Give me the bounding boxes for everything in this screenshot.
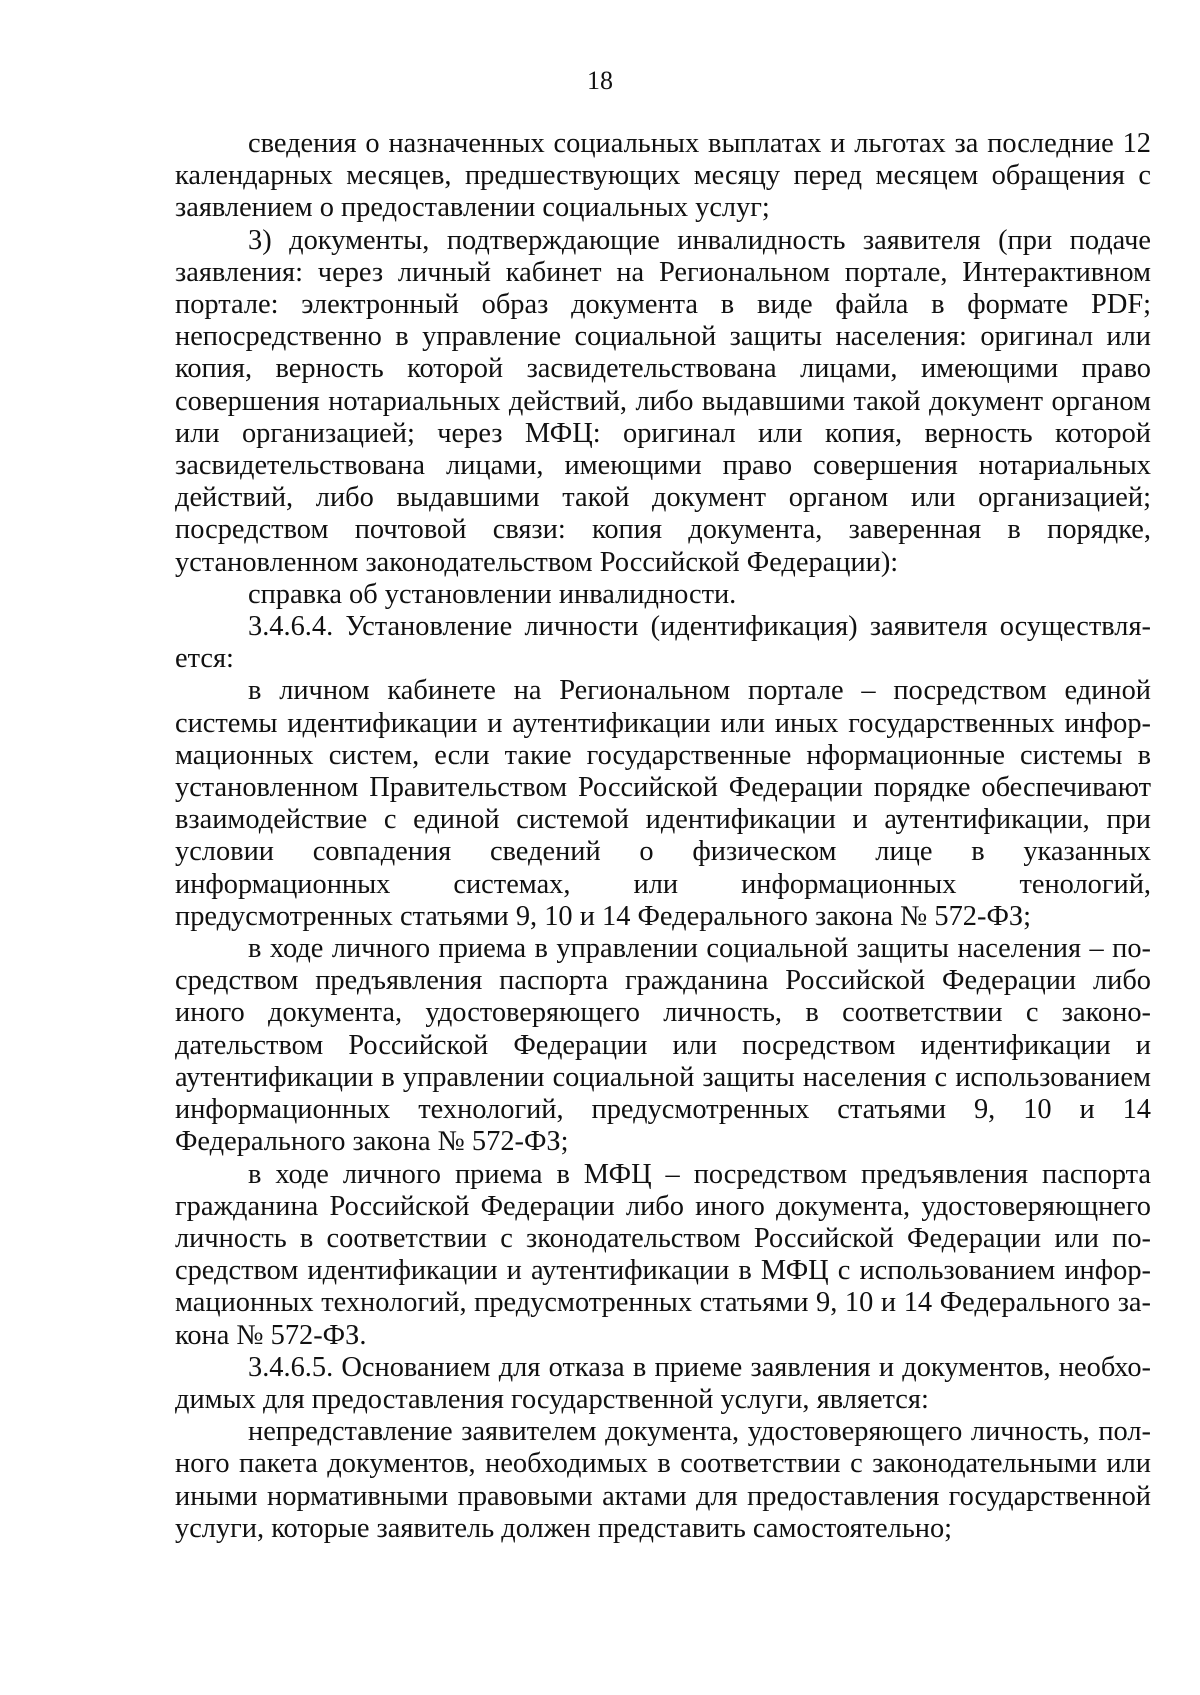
paragraph-identification-mfc: в ходе личного приема в МФЦ – посредством предъявления паспорта гражданина Российской Федерации либо иного документа, удостоверяющнего личность в соответствии с зконодательством Российской Федерации или посредством идентификации и аутентификации в МФЦ с использованием информационных технологий, предусмотренных статьями 9, 10 и 14 Федерального закона № 572-ФЗ. <box>175 1158 1151 1351</box>
paragraph-refusal-grounds: непредставление заявителем документа, удостоверяющего личность, полного пакета документов, необходимых в соответствии с законодательными или иными нормативными правовыми актами для предоставления государственной услуги, которые заявитель должен представить самостоятельно; <box>175 1416 1151 1544</box>
page-number: 18 <box>587 66 613 95</box>
paragraph-identification-social-protection-office: в ходе личного приема в управлении социальной защиты населения – посредством предъявления паспорта гражданина Российской Федерации либо иного документа, удостоверяющего личность, в соответствии с законодательством Российской Федерации или посредством идентификации и аутентификации в управлении социальной защиты населения с использованием информационных технологий, предусмотренных статьями 9, 10 и 14 Федерального закона № 572-ФЗ; <box>175 933 1151 1158</box>
paragraph-social-payments-info: сведения о назначенных социальных выплатах и льготах за последние 12 календарных месяцев, предшествующих месяцу перед месяцем обращения с заявлением о предоставлении социальных услуг; <box>175 128 1151 224</box>
paragraph-disability-certificate: справка об установлении инвалидности. <box>248 578 737 610</box>
paragraph-section-3-4-6-4: 3.4.6.4. Установление личности (идентификация) заявителя осуществляется: <box>175 611 1151 675</box>
paragraph-identification-regional-portal: в личном кабинете на Региональном портале – посредством единой системы идентификации и аутентификации или иных государственных информационных систем, если такие государственные нформационные системы в установленном Правительством Российской Федерации порядке обеспечивают взаимодействие с единой системой идентификации и аутентификации, при условии совпадения сведений о физическом лице в указанных информационных системах, или информационных тенологий, предусмотренных статьями 9, 10 и 14 Федерального закона № 572-ФЗ; <box>175 675 1151 932</box>
paragraph-section-3-4-6-5: 3.4.6.5. Основанием для отказа в приеме заявления и документов, необходимых для предоставления государственной услуги, является: <box>175 1351 1151 1415</box>
document-body <box>175 128 1151 1545</box>
paragraph-disability-documents: 3) документы, подтверждающие инвалидность заявителя (при подаче заявления: через личный кабинет на Региональном портале, Интерактивном портале: электронный образ документа в виде файла в формате PDF; непосредственно в управление социальной защиты населения: оригинал или копия, верность которой засвидетельствована лицами, имеющими право совершения нотариальных действий, либо выдавшими такой документ органом или организацией; через МФЦ: оригинал или копия, верность которой засвидетельствована лицами, имеющими право совершения нотариальных действий, либо выдавшими такой документ органом или организацией; посредством почтовой связи: копия документа, заверенная в порядке, установленном законодательством Российской Федерации): <box>175 224 1151 578</box>
